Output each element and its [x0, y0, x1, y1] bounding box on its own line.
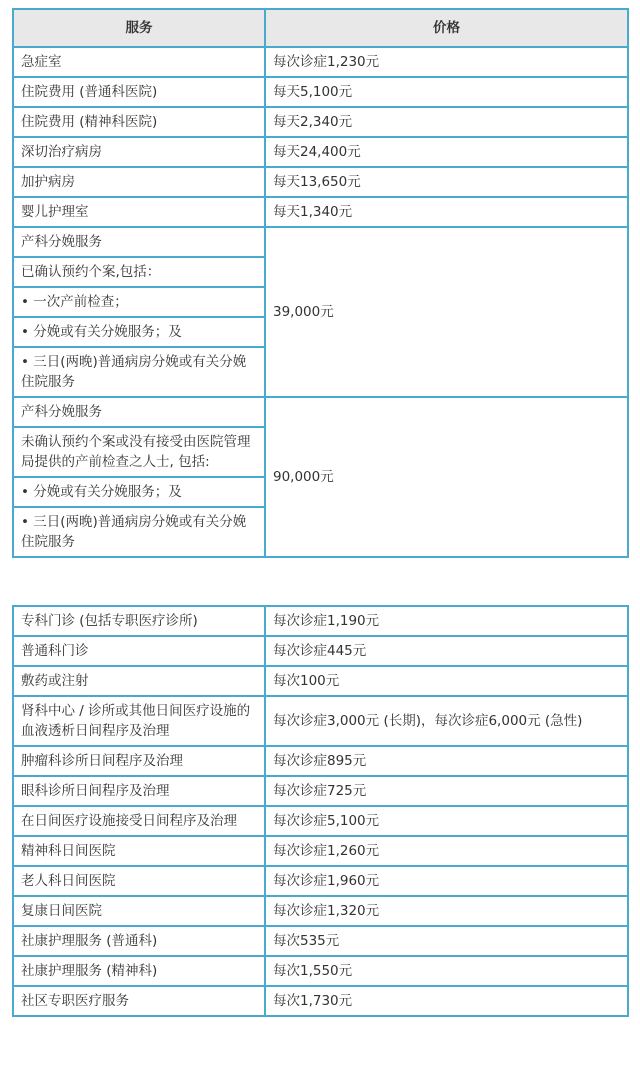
service-cell: 产科分娩服务	[13, 227, 265, 257]
service-cell: 加护病房	[13, 167, 265, 197]
price-cell: 每次诊症1,260元	[265, 836, 628, 866]
service-cell: • 分娩或有关分娩服务；及	[13, 477, 265, 507]
price-cell: 每次诊症1,320元	[265, 896, 628, 926]
service-cell: 产科分娩服务	[13, 397, 265, 427]
table-row	[13, 986, 628, 1016]
header-price: 价格	[265, 9, 628, 47]
service-cell: 普通科门诊	[13, 636, 265, 666]
service-cell: 在日间医疗设施接受日间程序及治理	[13, 806, 265, 836]
table-row	[13, 606, 628, 636]
table-row	[13, 107, 628, 137]
service-cell: • 一次产前检查；	[13, 287, 265, 317]
service-cell: 已确认预约个案,包括：	[13, 257, 265, 287]
table-row	[13, 77, 628, 107]
service-cell: • 分娩或有关分娩服务；及	[13, 317, 265, 347]
table-row	[13, 666, 628, 696]
service-cell: 复康日间医院	[13, 896, 265, 926]
service-cell: 急症室	[13, 47, 265, 77]
service-cell: 精神科日间医院	[13, 836, 265, 866]
table-row	[13, 926, 628, 956]
table-header-row	[13, 9, 628, 47]
price-cell: 每天2,340元	[265, 107, 628, 137]
service-cell: • 三日(两晚)普通病房分娩或有关分娩住院服务	[13, 347, 265, 397]
price-cell: 90,000元	[265, 397, 628, 557]
table-row	[13, 866, 628, 896]
table-row-obstetric-booked	[13, 227, 628, 257]
service-cell: 深切治疗病房	[13, 137, 265, 167]
price-cell: 每次诊症1,960元	[265, 866, 628, 896]
service-cell: 住院费用 (精神科医院)	[13, 107, 265, 137]
price-cell: 每天13,650元	[265, 167, 628, 197]
service-cell: 住院费用 (普通科医院)	[13, 77, 265, 107]
service-cell: 肾科中心 / 诊所或其他日间医疗设施的血液透析日间程序及治理	[13, 696, 265, 746]
price-cell: 每次诊症5,100元	[265, 806, 628, 836]
table-row-obstetric-unbooked	[13, 397, 628, 427]
table-row	[13, 167, 628, 197]
service-cell: 肿瘤科诊所日间程序及治理	[13, 746, 265, 776]
table-row	[13, 896, 628, 926]
table-row	[13, 696, 628, 746]
price-cell: 每次诊症445元	[265, 636, 628, 666]
price-cell: 每次诊症725元	[265, 776, 628, 806]
price-cell: 每次诊症3,000元 (长期)，每次诊症6,000元 (急性)	[265, 696, 628, 746]
service-cell: • 三日(两晚)普通病房分娩或有关分娩住院服务	[13, 507, 265, 557]
price-cell: 每次1,730元	[265, 986, 628, 1016]
price-cell: 每天24,400元	[265, 137, 628, 167]
table-row	[13, 137, 628, 167]
price-cell: 每次诊症1,190元	[265, 606, 628, 636]
table-row	[13, 636, 628, 666]
table-row	[13, 776, 628, 806]
table-row	[13, 197, 628, 227]
fee-table-outpatient	[12, 605, 629, 1017]
fee-table-inpatient	[12, 8, 629, 558]
price-cell: 每次535元	[265, 926, 628, 956]
service-cell: 社区专职医疗服务	[13, 986, 265, 1016]
price-cell: 每次100元	[265, 666, 628, 696]
price-cell: 每次1,550元	[265, 956, 628, 986]
service-cell: 婴儿护理室	[13, 197, 265, 227]
price-cell: 每天5,100元	[265, 77, 628, 107]
table-row	[13, 956, 628, 986]
service-cell: 社康护理服务 (普通科)	[13, 926, 265, 956]
table-row	[13, 836, 628, 866]
header-service: 服务	[13, 9, 265, 47]
price-cell: 39,000元	[265, 227, 628, 397]
table-row	[13, 746, 628, 776]
service-cell: 未确认预约个案或没有接受由医院管理局提供的产前检查之人士, 包括:	[13, 427, 265, 477]
price-cell: 每天1,340元	[265, 197, 628, 227]
price-cell: 每次诊症1,230元	[265, 47, 628, 77]
service-cell: 眼科诊所日间程序及治理	[13, 776, 265, 806]
table-row	[13, 47, 628, 77]
service-cell: 专科门诊 (包括专职医疗诊所)	[13, 606, 265, 636]
service-cell: 社康护理服务 (精神科)	[13, 956, 265, 986]
table-row	[13, 806, 628, 836]
service-cell: 敷药或注射	[13, 666, 265, 696]
price-cell: 每次诊症895元	[265, 746, 628, 776]
service-cell: 老人科日间医院	[13, 866, 265, 896]
